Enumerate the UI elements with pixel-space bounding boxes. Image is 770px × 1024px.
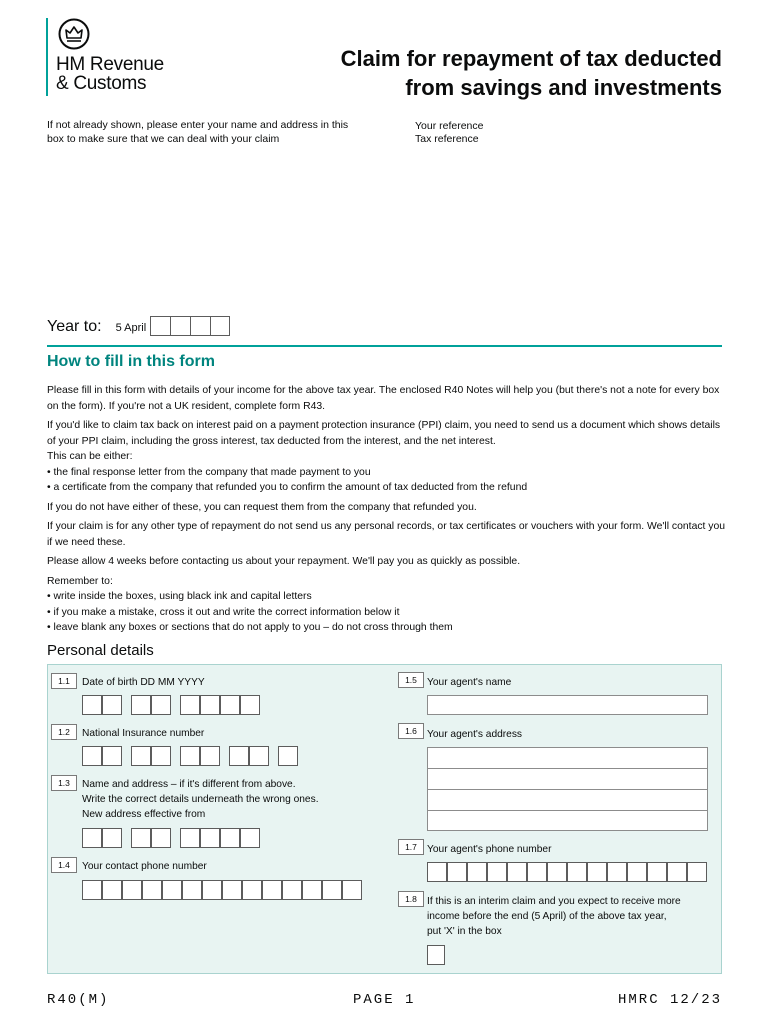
name-address-line: Name and address – if it's different from above. (82, 779, 296, 790)
question-number: 1.7 (398, 839, 424, 855)
phone-box[interactable] (142, 880, 162, 900)
ni-number-label: National Insurance number (82, 728, 205, 739)
agent-address-label: Your agent's address (427, 729, 523, 740)
phone-box[interactable] (322, 880, 342, 900)
interim-claim-line: put 'X' in the box (427, 926, 502, 937)
phone-box[interactable] (467, 862, 487, 882)
ni-number-input[interactable] (82, 746, 298, 766)
instruction-para: This can be either: (47, 451, 133, 462)
phone-box[interactable] (122, 880, 142, 900)
ni-box[interactable] (200, 746, 220, 766)
year-digit-box[interactable] (150, 316, 170, 336)
interim-claim-label (427, 894, 681, 939)
crown-icon (58, 18, 90, 50)
address-note: If not already shown, please enter your name and address in this box to make sure that we can deal with your claim (47, 119, 349, 145)
phone-box[interactable] (102, 880, 122, 900)
ni-box[interactable] (131, 746, 151, 766)
personal-details-panel (47, 664, 722, 974)
question-number: 1.6 (398, 723, 424, 739)
instruction-para: Remember to: (47, 575, 113, 587)
phone-box[interactable] (567, 862, 587, 882)
phone-box[interactable] (647, 862, 667, 882)
phone-box[interactable] (222, 880, 242, 900)
hmrc-logo (46, 18, 164, 96)
instruction-para: Please allow 4 weeks before contacting us about your repayment. We'll pay you as quickly as possible. (47, 556, 521, 567)
phone-box[interactable] (82, 880, 102, 900)
date-box[interactable] (102, 828, 122, 848)
question-number: 1.1 (51, 673, 77, 689)
dob-box[interactable] (220, 695, 240, 715)
list-item: • the final response letter from the company that made payment to you (47, 465, 727, 481)
question-number: 1.2 (51, 724, 77, 740)
section-divider (47, 345, 722, 347)
year-digit-box[interactable] (210, 316, 230, 336)
list-item: • write inside the boxes, using black ink and capital letters (47, 589, 727, 605)
phone-box[interactable] (262, 880, 282, 900)
form-title (341, 44, 722, 102)
dob-box[interactable] (151, 695, 171, 715)
phone-box[interactable] (667, 862, 687, 882)
agent-name-input[interactable] (427, 695, 708, 715)
phone-box[interactable] (282, 880, 302, 900)
list-item: • a certificate from the company that refunded you to confirm the amount of tax deducted from the refund (47, 480, 727, 496)
question-number: 1.4 (51, 857, 77, 873)
dob-box[interactable] (82, 695, 102, 715)
instructions (47, 383, 727, 636)
phone-box[interactable] (547, 862, 567, 882)
year-input[interactable] (150, 316, 230, 336)
phone-box[interactable] (527, 862, 547, 882)
how-to-heading: How to fill in this form (47, 353, 215, 370)
instruction-para: If you'd like to claim tax back on interest paid on a payment protection insurance (PPI) claim, you need to send us a document which shows details of your PPI claim, including the gross interest, tax deducted from the interest, and the net interest. (47, 420, 721, 447)
dob-label: Date of birth DD MM YYYY (82, 677, 205, 688)
title-line1: Claim for repayment of tax deducted (340, 46, 722, 71)
your-reference-label: Your reference (415, 120, 484, 132)
phone-box[interactable] (487, 862, 507, 882)
phone-box[interactable] (447, 862, 467, 882)
phone-box[interactable] (607, 862, 627, 882)
ni-box[interactable] (151, 746, 171, 766)
ni-box[interactable] (180, 746, 200, 766)
dob-input[interactable] (82, 695, 260, 715)
agent-phone-input[interactable] (427, 862, 707, 882)
form-version: HMRC 12/23 (617, 992, 722, 1008)
ni-box[interactable] (229, 746, 249, 766)
phone-box[interactable] (302, 880, 322, 900)
year-date: 5 April (115, 322, 147, 334)
org-name-line2: & Customs (56, 73, 147, 94)
date-box[interactable] (131, 828, 151, 848)
page-number: PAGE 1 (353, 992, 416, 1008)
dob-box[interactable] (180, 695, 200, 715)
references (415, 120, 484, 146)
date-box[interactable] (200, 828, 220, 848)
dob-box[interactable] (102, 695, 122, 715)
contact-phone-label: Your contact phone number (82, 861, 207, 872)
date-box[interactable] (151, 828, 171, 848)
phone-box[interactable] (162, 880, 182, 900)
phone-box[interactable] (242, 880, 262, 900)
year-digit-box[interactable] (170, 316, 190, 336)
title-line2: from savings and investments (405, 75, 722, 100)
instruction-para: If you do not have either of these, you can request them from the company that refunded you. (47, 501, 477, 513)
agent-address-input[interactable] (427, 747, 708, 831)
date-box[interactable] (220, 828, 240, 848)
interim-claim-checkbox[interactable] (427, 945, 445, 965)
interim-claim-line: If this is an interim claim and you expect to receive more (427, 896, 681, 907)
ni-box[interactable] (278, 746, 298, 766)
phone-box[interactable] (427, 862, 447, 882)
ni-box[interactable] (102, 746, 122, 766)
ni-box[interactable] (82, 746, 102, 766)
form-code: R40(M) (47, 992, 110, 1008)
instruction-para: Please fill in this form with details of your income for the above tax year. The enclosed R40 Notes will help you (but there's not a note for every box on the form). If you're not a UK resident, complete form R43. (47, 385, 720, 412)
agent-phone-label: Your agent's phone number (427, 844, 552, 855)
phone-box[interactable] (507, 862, 527, 882)
phone-box[interactable] (342, 880, 362, 900)
tax-year-row (47, 316, 230, 336)
phone-box[interactable] (687, 862, 707, 882)
name-address-line: New address effective from (82, 809, 206, 820)
contact-phone-input[interactable] (82, 880, 362, 900)
date-box[interactable] (180, 828, 200, 848)
question-number: 1.3 (51, 775, 77, 791)
date-box[interactable] (82, 828, 102, 848)
list-item: • leave blank any boxes or sections that do not apply to you – do not cross through them (47, 620, 727, 636)
org-name-line1: HM Revenue (56, 54, 164, 75)
dob-box[interactable] (200, 695, 220, 715)
dob-box[interactable] (131, 695, 151, 715)
phone-box[interactable] (627, 862, 647, 882)
date-box[interactable] (240, 828, 260, 848)
phone-box[interactable] (182, 880, 202, 900)
personal-details-heading: Personal details (47, 642, 154, 659)
address-effective-date-input[interactable] (82, 828, 260, 848)
phone-box[interactable] (587, 862, 607, 882)
phone-box[interactable] (202, 880, 222, 900)
year-digit-box[interactable] (190, 316, 210, 336)
ni-box[interactable] (249, 746, 269, 766)
instruction-para: If your claim is for any other type of repayment do not send us any personal records, or tax certificates or vouchers with your form. We'll contact you if we need these. (47, 521, 726, 548)
agent-name-label: Your agent's name (427, 677, 512, 688)
interim-claim-line: income before the end (5 April) of the above tax year, (427, 911, 667, 922)
name-address-label (82, 777, 319, 822)
year-label: Year to: (47, 318, 102, 335)
question-number: 1.5 (398, 672, 424, 688)
dob-box[interactable] (240, 695, 260, 715)
list-item: • if you make a mistake, cross it out and write the correct information below it (47, 605, 727, 621)
name-address-line: Write the correct details underneath the wrong ones. (82, 794, 319, 805)
tax-reference-label: Tax reference (415, 133, 479, 145)
question-number: 1.8 (398, 891, 424, 907)
